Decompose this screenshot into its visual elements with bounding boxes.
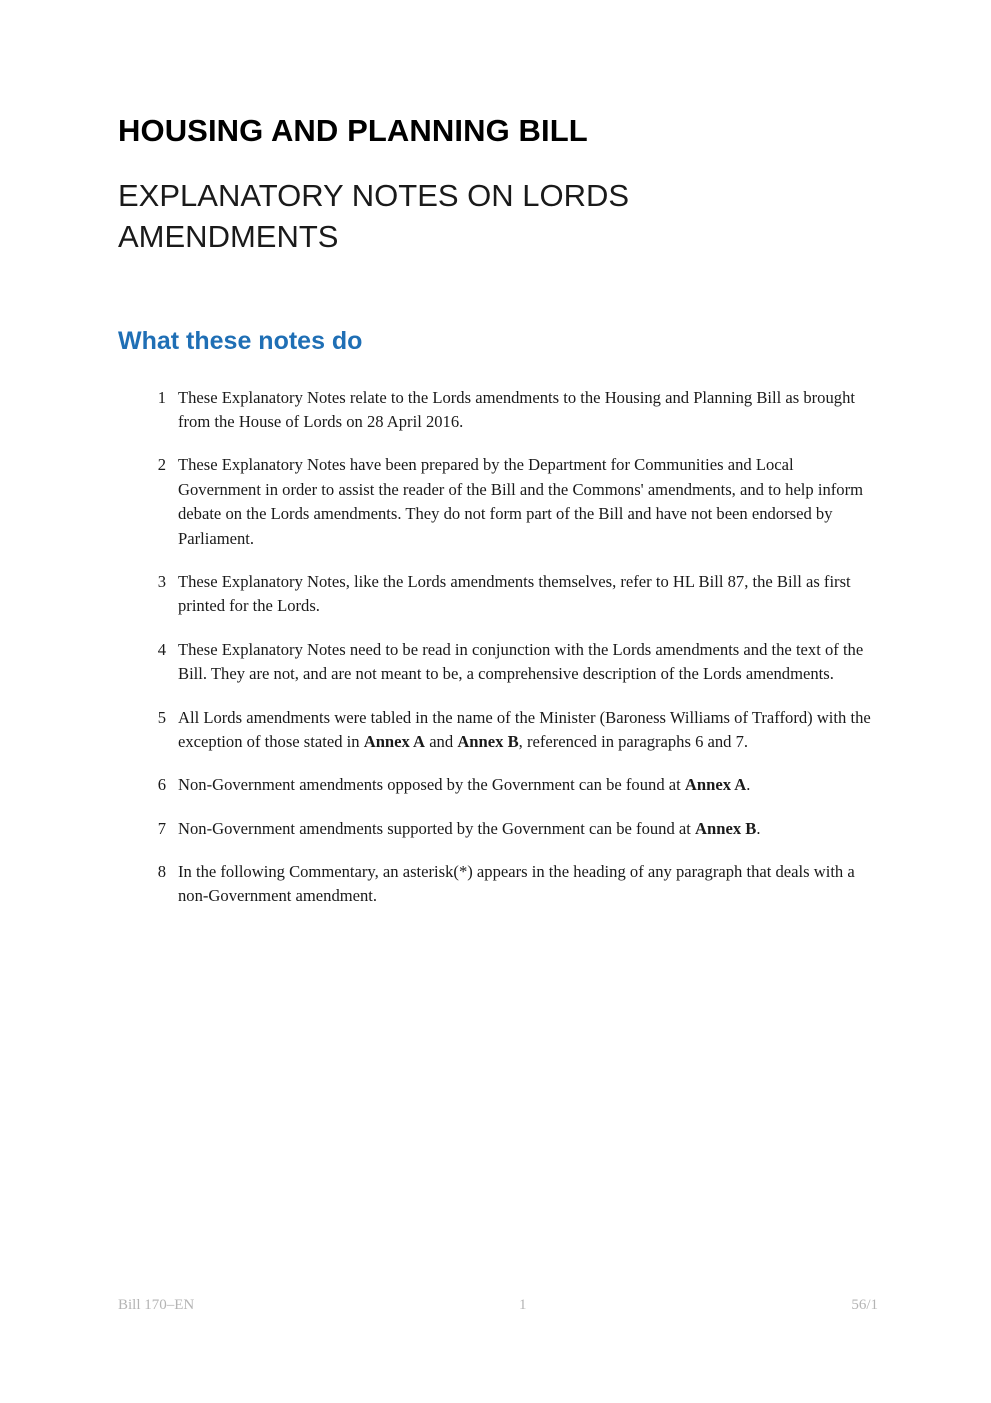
note-item: [118, 570, 878, 619]
note-item: [118, 706, 878, 755]
explanatory-notes-list: [118, 386, 878, 909]
note-item: [118, 860, 878, 909]
page-title: HOUSING AND PLANNING BILL: [118, 113, 588, 148]
document-content: [118, 112, 878, 909]
note-number: 5: [157, 707, 166, 727]
note-text: Non-Government amendments supported by the Government can be found at Annex B.: [178, 818, 761, 838]
note-text: These Explanatory Notes, like the Lords amendments themselves, refer to HL Bill 87, the Bill as first printed for the Lords.: [178, 571, 851, 616]
note-number: 3: [157, 571, 166, 591]
footer-bill-reference: Bill 170–EN: [118, 1297, 195, 1313]
note-text: These Explanatory Notes need to be read in conjunction with the Lords amendments and the text of the Bill. They are not, and are not meant to be, a comprehensive description of the Lords amendments.: [178, 639, 864, 684]
note-text: Non-Government amendments opposed by the Government can be found at Annex A.: [178, 775, 751, 795]
footer-document-code: 56/1: [851, 1297, 878, 1313]
note-number: 7: [157, 818, 166, 838]
note-text: These Explanatory Notes have been prepared by the Department for Communities and Local Government in order to assist the reader of the Bill and the Commons' amendments, and to help inform debate on the Lords amendments. They do not form part of the Bill and have not been endorsed by Parliament.: [178, 455, 864, 548]
note-number: 2: [157, 455, 166, 475]
page-subtitle: EXPLANATORY NOTES ON LORDS AMENDMENTS: [118, 177, 630, 254]
page-footer: [118, 1297, 878, 1314]
footer-page-number: 1: [519, 1297, 527, 1313]
note-item: [118, 638, 878, 687]
note-number: 4: [157, 639, 166, 659]
note-text: These Explanatory Notes relate to the Lords amendments to the Housing and Planning Bill as brought from the House of Lords on 28 April 2016.: [178, 387, 855, 432]
note-number: 1: [157, 387, 166, 407]
section-heading-what-these-notes-do: What these notes do: [118, 326, 363, 355]
note-number: 8: [157, 862, 166, 882]
note-item: [118, 773, 878, 797]
note-text: In the following Commentary, an asterisk(*) appears in the heading of any paragraph that deals with a non-Government amendment.: [178, 862, 855, 906]
note-text: All Lords amendments were tabled in the name of the Minister (Baroness Williams of Trafford) with the exception of those stated in Annex A and Annex B, referenced in paragraphs 6 and 7.: [178, 707, 871, 751]
note-item: [118, 453, 878, 551]
note-number: 6: [157, 775, 166, 795]
note-item: [118, 817, 878, 841]
note-item: [118, 386, 878, 435]
